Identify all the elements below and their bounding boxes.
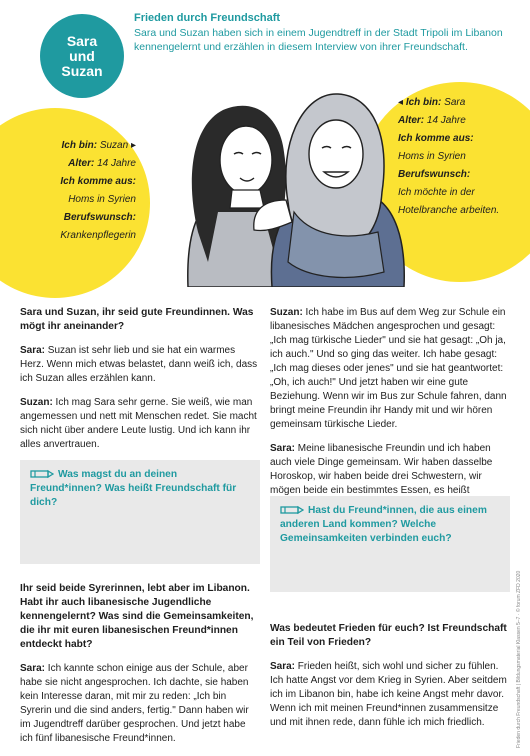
badge-line-3: Suzan xyxy=(61,62,103,79)
profile-key: Ich bin: xyxy=(61,140,98,151)
question: Ihr seid beide Syrerinnen, lebt aber im Libanon. Habt ihr auch libanesische Jugendliche kennengelernt? Was sind die Gemeinsamkeiten, die ihr mit euren libanesischen Freund*innen entdeckt habt? xyxy=(20,583,254,650)
right-column xyxy=(270,306,510,522)
answer-text: Ich habe im Bus auf dem Weg zur Schule ein libanesisches Mädchen angesprochen und gesagt: „Ich mag türkische Lieder" und sie hat gesagt: „Oh ja, ich auch." Und so ging das weiter. Ich habe gesagt: „Ich mag dieses oder jenes" und sie hat geantwortet: „Oh, ich auch!" Und jetzt haben wir eine gute Beziehung. Wenn wir im Bus zur Schule fahren, dann bringt meine Freundin ihr Handy mit und wir hören gemeinsam türkische Lieder. xyxy=(270,307,507,430)
footer-note xyxy=(508,520,520,750)
answer xyxy=(20,662,260,746)
answer xyxy=(20,396,260,452)
page-title: Frieden durch Freundschaft xyxy=(134,12,281,24)
intro-text: Sara und Suzan haben sich in einem Jugendtreff in der Stadt Tripoli im Libanon kennengelernt und erzählen in diesem Interview von ihrer Freundschaft. xyxy=(134,27,503,53)
profile-value: 14 Jahre xyxy=(426,115,466,126)
profile-key: Ich komme aus: xyxy=(60,176,136,187)
activity-box-2 xyxy=(270,496,510,592)
answer-text: Ich kannte schon einige aus der Schule, aber habe sie nicht angesprochen. Ich dachte, sie haben kein Interesse daran, mit mir zu reden: „Ich bin Syrerin und die sind anders, fertig." Dann haben wir im Jugendtreff darüber gesprochen. Und jetzt habe ich fünf libanesische Freund*innen. xyxy=(20,663,249,744)
answer xyxy=(270,306,510,432)
answer-text: Meine libanesische Freundin und ich haben auch viele Dinge gemeinsam. Wir haben dasselbe Horoskop, wir haben beide drei Schwestern, wir mögen beide ein bestimmtes Essen, es heißt xyxy=(270,443,493,496)
profile-value: Suzan xyxy=(99,140,129,151)
pencil-icon xyxy=(30,469,54,479)
answer-text: Frieden heißt, sich wohl und sicher zu fühlen. Ich hatte Angst vor dem Krieg in Syrien. Aber seitdem ich im Libanon bin, habe ich keine Angst mehr davor. Wenn ich mit meinen Freund*innen zusammensitze und mit ihnen rede, dann fühle ich mich friedlich. xyxy=(270,661,507,728)
activity-prompt: Was magst du an deinen Freund*innen? Was heißt Freundschaft für dich? xyxy=(30,469,237,508)
question: Sara und Suzan, ihr seid gute Freundinnen. Was mögt ihr aneinander? xyxy=(20,307,254,332)
profile-sara xyxy=(398,94,518,220)
speaker: Suzan: xyxy=(20,397,53,408)
profile-value: Ich möchte in der Hotelbranche arbeiten. xyxy=(398,187,500,216)
badge-line-2: und xyxy=(69,47,95,64)
title-badge xyxy=(40,14,124,98)
speaker: Sara: xyxy=(20,345,46,356)
profile-key: Alter: xyxy=(398,115,425,126)
profile-value: Krankenpflegerin xyxy=(60,230,136,241)
speaker: Sara: xyxy=(270,443,296,454)
profile-key: Berufswunsch: xyxy=(63,212,136,223)
speaker: Suzan: xyxy=(270,307,303,318)
question: Was bedeutet Frieden für euch? Ist Freundschaft ein Teil von Frieden? xyxy=(270,623,507,648)
left-column xyxy=(20,306,260,462)
speaker: Sara: xyxy=(270,661,296,672)
profile-value: 14 Jahre xyxy=(97,158,136,169)
profile-value: Homs in Syrien xyxy=(398,151,466,162)
activity-prompt: Hast du Freund*innen, die aus einem anderen Land kommen? Welche Gemeinsamkeiten verbinden euch? xyxy=(280,505,487,544)
arrow-right-icon: ▸ xyxy=(130,140,136,151)
portrait-illustration xyxy=(168,82,408,287)
arrow-left-icon: ◂ xyxy=(398,97,404,108)
answer-text: Ich mag Sara sehr gerne. Sie weiß, wie man angemessen und nett mit Menschen redet. Sie macht sich nicht über andere Leute lustig. Und ich kann ihr alles anvertrauen. xyxy=(20,397,257,450)
answer-text: Suzan ist sehr lieb und sie hat ein warmes Herz. Wenn mich etwas belastet, dann weiß ich, dass ich Suzan alles erzählen kann. xyxy=(20,345,258,384)
left-column-lower xyxy=(20,582,260,756)
profile-value: Sara xyxy=(444,97,466,108)
profile-key: Alter: xyxy=(68,158,95,169)
profile-suzan xyxy=(18,137,136,245)
badge-line-1: Sara xyxy=(66,32,98,49)
answer xyxy=(270,660,510,730)
profile-key: Ich komme aus: xyxy=(398,133,474,144)
profile-value: Homs in Syrien xyxy=(68,194,136,205)
footer-text: Frieden durch Freundschaft | Bildungsmaterial Klassen 5–7 · © forum ZFD 2020 xyxy=(516,570,522,748)
profile-key: Berufswunsch: xyxy=(398,169,471,180)
speaker: Sara: xyxy=(20,663,46,674)
answer xyxy=(20,344,260,386)
pencil-icon xyxy=(280,505,304,515)
right-column-lower xyxy=(270,622,510,740)
activity-box-1 xyxy=(20,460,260,564)
profile-key: Ich bin: xyxy=(405,97,442,108)
